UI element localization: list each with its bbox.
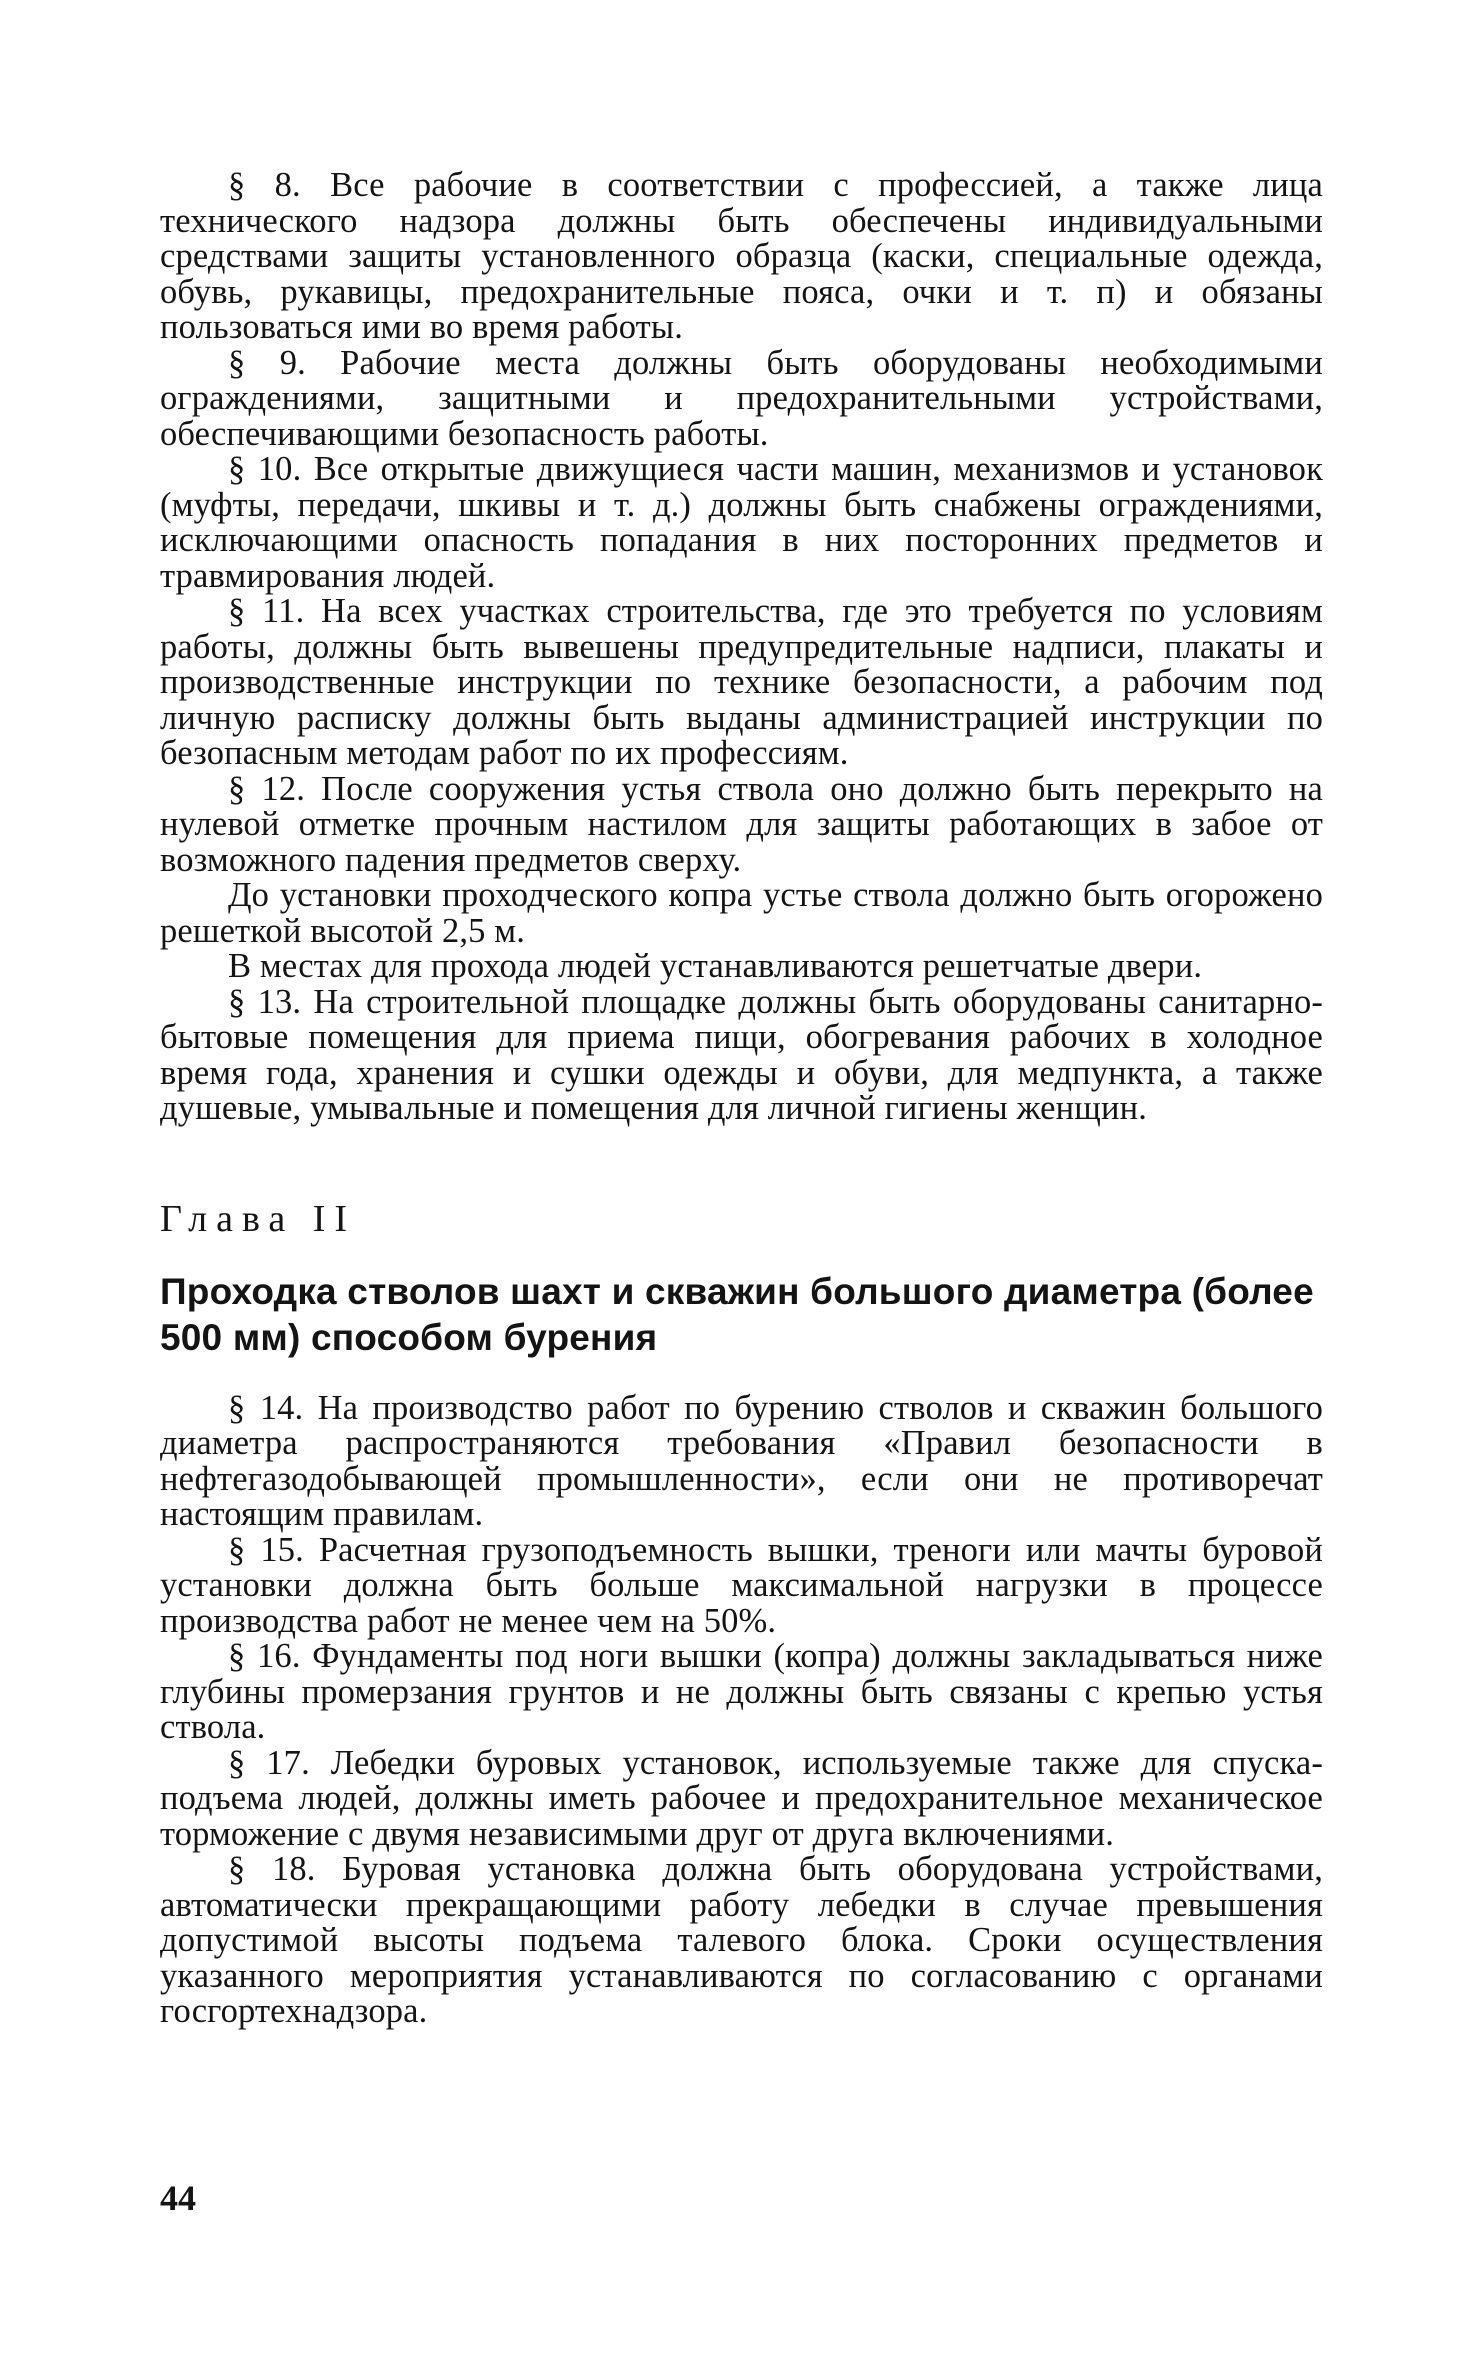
paragraph-12-doors: В местах для прохода людей устанавливаются решетчатые двери. [228,947,1203,985]
paragraph-15: § 15. Расчетная грузоподъемность вышки, треноги или мачты буровой установки должна быть больше максимальной нагрузки в процессе производства работ не менее чем на 50%. [160,1530,1323,1640]
paragraph-18: § 18. Буровая установка должна быть оборудована устройствами, автоматически прекращающими работу лебедки в случае превышения допустимой высоты подъема талевого блока. Сроки осуществления указанного мероприятия устанавливаются по согласованию с органами госгортехнадзора. [160,1850,1323,2030]
paragraph-9: § 9. Рабочие места должны быть оборудованы необходимыми ограждениями, защитными и предохранительными устройствами, обеспечивающими безопасность работы. [160,343,1323,453]
paragraph-13: § 13. На строительной площадке должны быть оборудованы санитарно-бытовые помещения для приема пищи, обогревания рабочих в холодное время года, хранения и сушки одежды и обуви, для медпункта, а также душевые, умывальные и помещения для личной гигиены женщин. [160,982,1323,1127]
paragraph-10: § 10. Все открытые движущиеся части машин, механизмов и установок (муфты, передачи, шкивы и т. д.) должны быть снабжены ограждениями, исключающими опасность попадания в них посторонних предметов и травмирования людей. [160,450,1323,595]
paragraph-12-fence: До установки проходческого копра устье ствола должно быть огорожено решеткой высотой 2,5 м. [160,876,1323,950]
paragraph-14: § 14. На производство работ по бурению стволов и скважин большого диаметра распространяются требования «Правил безопасности в нефтегазодобывающей промышленности», если они не противоречат настоящим правилам. [160,1388,1323,1533]
top-section [160,168,1323,1127]
paragraph-12: § 12. После сооружения устья ствола оно должно быть перекрыто на нулевой отметке прочным настилом для защиты работающих в забое от возможного падения предметов сверху. [160,769,1323,879]
chapter-label: Глава II [160,1197,357,1240]
chapter-title: Проходка стволов шахт и скважин большого диаметра (более 500 мм) способом бурения [160,1270,1314,1358]
page-number: 44 [160,2178,196,2218]
bottom-section [160,1388,1323,2030]
paragraph-16: § 16. Фундаменты под ноги вышки (копра) должны закладываться ниже глубины промерзания грунтов и не должны быть связаны с крепью устья ствола. [160,1637,1323,1746]
chapter-heading [160,1197,1323,1361]
paragraph-11: § 11. На всех участках строительства, где это требуется по условиям работы, должны быть вывешены предупредительные надписи, плакаты и производственные инструкции по технике безопасности, а рабочим под личную расписку должны быть выданы администрацией инструкции по безопасным методам работ по их профессиям. [160,592,1323,772]
paragraph-8: § 8. Все рабочие в соответствии с профессией, а также лица технического надзора должны быть обеспечены индивидуальными средствами защиты установленного образца (каски, специальные одежда, обувь, рукавицы, предохранительные пояса, очки и т. п) и обязаны пользоваться ими во время работы. [160,166,1323,346]
paragraph-17: § 17. Лебедки буровых установок, используемые также для спуска-подъема людей, должны иметь рабочее и предохранительное механическое торможение с двумя независимыми друг от друга включениями. [160,1743,1323,1853]
page-content [160,168,1323,2030]
